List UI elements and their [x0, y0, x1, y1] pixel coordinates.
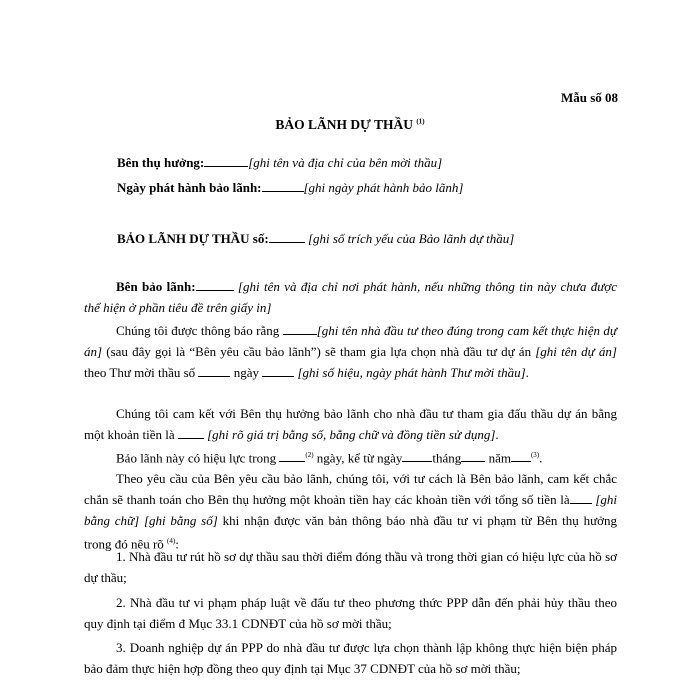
p3-blank-day	[402, 450, 432, 462]
p1-text-f: ngày	[230, 365, 263, 380]
p3-text-d: năm	[488, 450, 511, 466]
issue-date-hint: [ghi ngày phát hành bảo lãnh]	[303, 180, 464, 195]
title-text: BẢO LÃNH DỰ THẦU	[275, 117, 414, 132]
guarantee-number-line	[117, 231, 514, 247]
form-number: Mẫu số 08	[560, 90, 618, 105]
issue-date-blank	[262, 180, 304, 192]
p4-blank-amount	[570, 492, 592, 504]
guarantee-number-label: BẢO LÃNH DỰ THẦU số:	[117, 231, 269, 246]
beneficiary-label: Bên thụ hưởng:	[117, 155, 205, 170]
p1-text-a: Chúng tôi được thông báo rằng	[116, 323, 283, 338]
p3-text-c: tháng	[432, 450, 462, 466]
p4-hint-amount: [ghi bằng chữ] [ghi bằng số]	[84, 492, 617, 528]
issue-date-line	[117, 180, 463, 196]
paragraph-notification	[84, 320, 617, 383]
p3-text-b: ngày, kể từ ngày	[313, 450, 403, 466]
guarantor-hint: [ghi tên và địa chỉ nơi phát hành, nếu những thông tin này chưa được thể hiện ở phần tiêu đề trên giấy in]	[84, 279, 617, 315]
p1-blank-number	[198, 365, 230, 377]
p3-footnote-3: (3)	[530, 451, 540, 459]
p3-blank-days	[279, 450, 305, 462]
beneficiary-hint: [ghi tên và địa chỉ của bên mời thầu]	[248, 155, 443, 170]
item-3-text: 3. Doanh nghiệp dự án PPP do nhà đầu tư được lựa chọn thành lập không thực hiện biện pháp bảo đảm thực hiện hợp đồng theo quy định tại Mục 37 CDNĐT của hồ sơ mời thầu;	[84, 640, 617, 676]
p1-text-c: (sau đây gọi là “Bên yêu cầu bảo lãnh”) sẽ tham gia lựa chọn nhà đầu tư dự án	[102, 344, 536, 359]
p4-text-d: :	[175, 536, 179, 552]
p1-text-h: .	[525, 365, 529, 380]
p2-hint-amount: [ghi rõ giá trị bằng số, bằng chữ và đồng tiền sử dụng]	[207, 427, 496, 442]
beneficiary-blank	[204, 155, 248, 167]
item-1-text: 1. Nhà đầu tư rút hồ sơ dự thầu sau thời điểm đóng thầu và trong thời gian có hiệu lực của hồ sơ dự thầu;	[84, 549, 617, 585]
p4-text-a: Theo yêu cầu của Bên yêu cầu bảo lãnh, chúng tôi, với tư cách là Bên bảo lãnh, cam kết chắc chắn sẽ thanh toán cho Bên thụ hưởng một khoản tiền hay các khoản tiền với tổng số tiền là	[84, 471, 617, 507]
p3-footnote-2: (2)	[305, 451, 314, 459]
guarantee-number-hint: [ghi số trích yếu của Bảo lãnh dự thầu]	[307, 231, 515, 246]
guarantor-label: Bên bảo lãnh:	[116, 279, 196, 294]
p1-hint-investor: [ghi tên nhà đầu tư theo đúng trong cam kết thực hiện dự án]	[84, 323, 617, 359]
p1-hint-project: [ghi tên dự án]	[535, 344, 617, 359]
p3-blank-month	[461, 450, 485, 462]
issue-date-label: Ngày phát hành bảo lãnh:	[117, 180, 262, 195]
list-item-2	[84, 592, 617, 634]
p3-text-e: .	[539, 450, 543, 466]
p2-blank-amount	[178, 427, 204, 439]
list-item-3	[84, 637, 617, 679]
title-footnote: (1)	[416, 117, 425, 126]
guarantor-paragraph	[84, 276, 617, 318]
p1-hint-invitation: [ghi số hiệu, ngày phát hành Thư mời thầu]	[297, 365, 526, 380]
p3-blank-year	[511, 450, 531, 462]
guarantor-blank	[196, 279, 234, 291]
paragraph-validity	[84, 445, 617, 468]
beneficiary-line	[117, 155, 442, 171]
p1-text-e: theo Thư mời thầu số	[84, 365, 199, 380]
p3-text-a: Bảo lãnh này có hiệu lực trong	[116, 450, 280, 466]
paragraph-commitment	[84, 403, 617, 445]
p1-blank-investor	[283, 323, 317, 335]
p4-text-c: khi nhận được văn bản thông báo nhà đầu tư vi phạm từ Bên thụ hưởng trong đó nêu rõ	[84, 513, 617, 552]
paragraph-payment	[84, 468, 617, 554]
guarantee-number-blank	[269, 231, 305, 243]
p1-blank-date	[262, 365, 294, 377]
p2-text-a: Chúng tôi cam kết với Bên thụ hưởng bảo lãnh cho nhà đầu tư tham gia đấu thầu dự án bằng một khoản tiền là	[84, 406, 617, 442]
item-2-text: 2. Nhà đầu tư vi phạm pháp luật về đấu tư theo phương thức PPP dẫn đến phải hủy thầu theo quy định tại điểm đ Mục 33.1 CDNĐT của hồ sơ mời thầu;	[84, 595, 617, 631]
list-item-1	[84, 546, 617, 588]
p2-text-c: .	[495, 427, 499, 442]
p4-footnote-4: (4)	[167, 537, 176, 545]
document-title	[0, 117, 700, 133]
